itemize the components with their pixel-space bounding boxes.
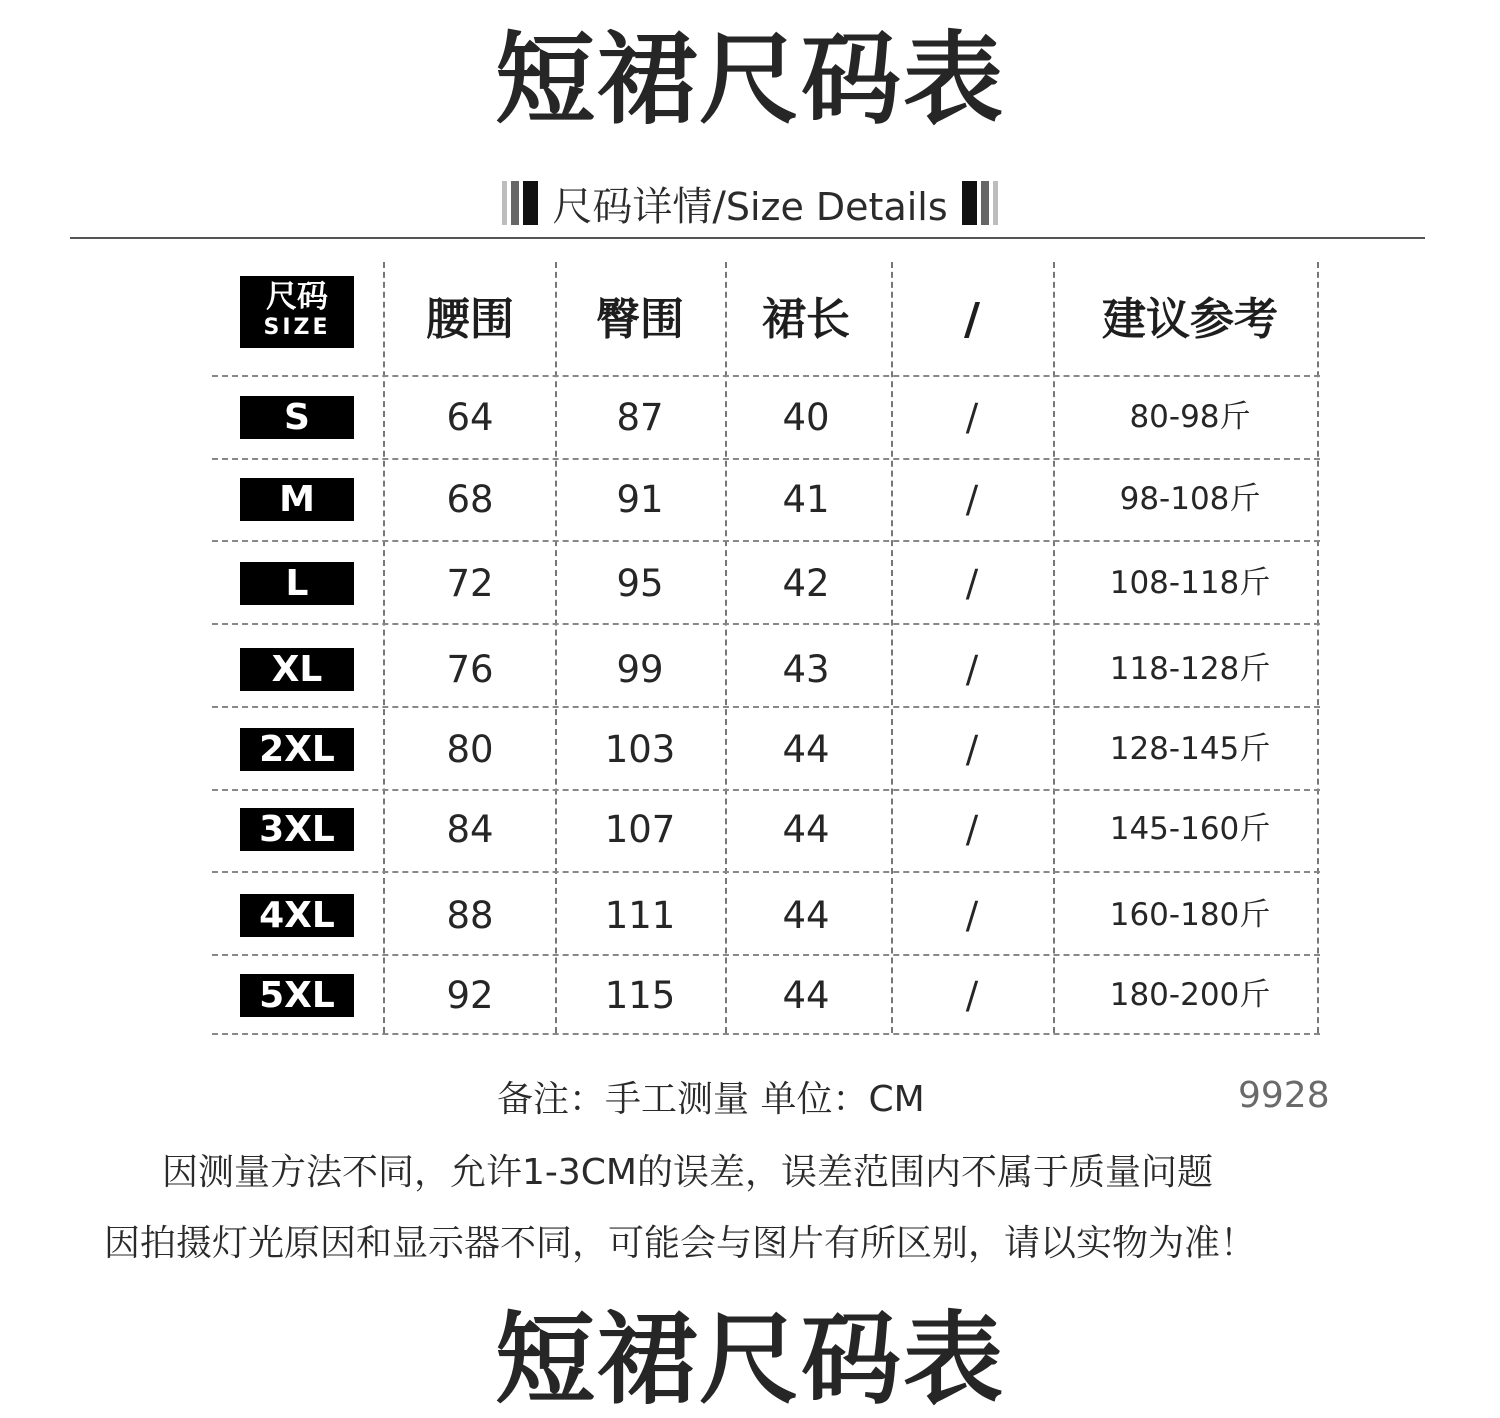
reference-cell: 80-98斤 bbox=[1129, 399, 1251, 435]
reference-cell: 108-118斤 bbox=[1109, 565, 1271, 601]
size-label-tag: S bbox=[240, 396, 354, 439]
slash-cell: / bbox=[965, 974, 979, 1017]
slash-cell: / bbox=[965, 894, 979, 937]
header-waist: 腰围 bbox=[426, 294, 514, 345]
length-cell: 40 bbox=[782, 396, 830, 439]
note-line-1: 因测量方法不同，允许1-3CM的误差，误差范围内不属于质量问题 bbox=[162, 1152, 1213, 1193]
size-label-tag: L bbox=[240, 562, 354, 605]
length-cell: 44 bbox=[782, 808, 830, 851]
waist-cell: 80 bbox=[446, 728, 494, 771]
waist-cell: 84 bbox=[446, 808, 494, 851]
slash-cell: / bbox=[965, 728, 979, 771]
page-title: 短裙尺码表 bbox=[495, 21, 1005, 138]
waist-cell: 76 bbox=[446, 648, 494, 691]
section-heading bbox=[0, 175, 1500, 231]
reference-cell: 98-108斤 bbox=[1119, 481, 1261, 517]
length-cell: 43 bbox=[782, 648, 830, 691]
size-header-en: SIZE bbox=[263, 315, 331, 340]
length-cell: 41 bbox=[782, 478, 830, 521]
table-row-divider bbox=[212, 1033, 1320, 1035]
table-row-divider bbox=[212, 871, 1320, 873]
reference-cell: 145-160斤 bbox=[1109, 811, 1271, 847]
reference-cell: 118-128斤 bbox=[1109, 651, 1271, 687]
slash-cell: / bbox=[965, 396, 979, 439]
hip-cell: 103 bbox=[604, 728, 676, 771]
waist-cell: 72 bbox=[446, 562, 494, 605]
remark-text: 备注：手工测量 单位：CM bbox=[497, 1079, 925, 1120]
table-row-divider bbox=[212, 789, 1320, 791]
table-row-divider bbox=[212, 540, 1320, 542]
table-row-divider bbox=[212, 623, 1320, 625]
hip-cell: 115 bbox=[604, 974, 676, 1017]
reference-cell: 128-145斤 bbox=[1109, 731, 1271, 767]
slash-cell: / bbox=[965, 648, 979, 691]
section-heading-cn: 尺码详情/ bbox=[552, 183, 726, 230]
header-reference: 建议参考 bbox=[1102, 294, 1278, 345]
divider-line bbox=[70, 237, 1425, 239]
reference-cell: 160-180斤 bbox=[1109, 897, 1271, 933]
page-title-repeat: 短裙尺码表 bbox=[495, 1301, 1005, 1418]
size-label-tag: 3XL bbox=[240, 808, 354, 851]
header-length: 裙长 bbox=[762, 294, 850, 345]
table-row-divider bbox=[212, 954, 1320, 956]
header-slash: / bbox=[963, 294, 981, 345]
size-header-cn: 尺码 bbox=[266, 279, 328, 315]
size-label-tag: 2XL bbox=[240, 728, 354, 771]
hip-cell: 95 bbox=[616, 562, 664, 605]
hip-cell: 107 bbox=[604, 808, 676, 851]
size-header-tag bbox=[240, 276, 354, 348]
section-heading-text bbox=[552, 175, 947, 232]
heading-bars-right bbox=[962, 181, 998, 225]
hip-cell: 111 bbox=[604, 894, 676, 937]
length-cell: 44 bbox=[782, 974, 830, 1017]
waist-cell: 68 bbox=[446, 478, 494, 521]
table-row-divider bbox=[212, 706, 1320, 708]
waist-cell: 92 bbox=[446, 974, 494, 1017]
section-heading-en: Size Details bbox=[725, 184, 948, 229]
waist-cell: 88 bbox=[446, 894, 494, 937]
heading-bars-left bbox=[502, 181, 538, 225]
size-label-tag: 5XL bbox=[240, 974, 354, 1017]
size-label-tag: M bbox=[240, 478, 354, 521]
slash-cell: / bbox=[965, 562, 979, 605]
hip-cell: 91 bbox=[616, 478, 664, 521]
product-code: 9928 bbox=[1238, 1075, 1330, 1116]
size-label-tag: 4XL bbox=[240, 894, 354, 937]
hip-cell: 99 bbox=[616, 648, 664, 691]
length-cell: 42 bbox=[782, 562, 830, 605]
reference-cell: 180-200斤 bbox=[1109, 977, 1271, 1013]
note-line-2: 因拍摄灯光原因和显示器不同，可能会与图片有所区别，请以实物为准！ bbox=[104, 1223, 1257, 1264]
length-cell: 44 bbox=[782, 728, 830, 771]
slash-cell: / bbox=[965, 478, 979, 521]
size-label-tag: XL bbox=[240, 648, 354, 691]
hip-cell: 87 bbox=[616, 396, 664, 439]
length-cell: 44 bbox=[782, 894, 830, 937]
slash-cell: / bbox=[965, 808, 979, 851]
table-row-divider bbox=[212, 375, 1320, 377]
header-hip: 臀围 bbox=[596, 294, 684, 345]
table-row-divider bbox=[212, 458, 1320, 460]
waist-cell: 64 bbox=[446, 396, 494, 439]
